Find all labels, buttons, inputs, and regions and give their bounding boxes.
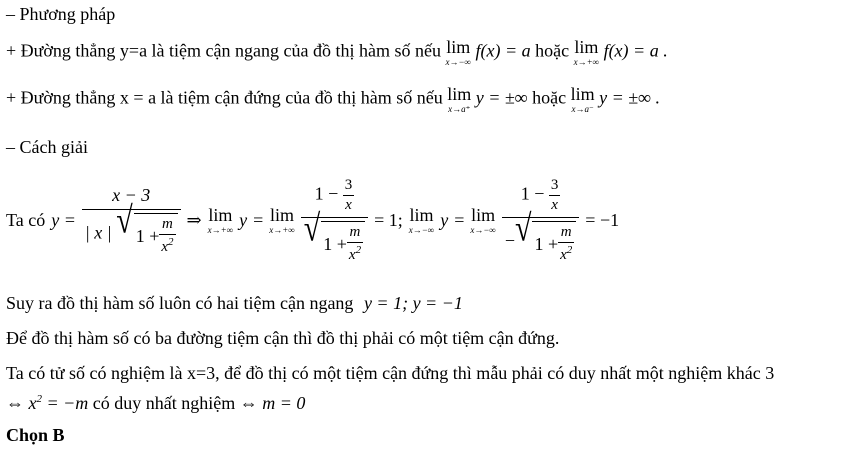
function-fraction (82, 185, 181, 256)
rule-vertical-asymptote (6, 85, 660, 114)
limit-denominator: √ 1 + $\frac{m}{x^2}$ (301, 217, 368, 264)
lim-word: lim (574, 37, 599, 57)
method-heading: – Phương pháp (6, 4, 116, 24)
equals: = (454, 210, 465, 230)
y-var: y (440, 210, 449, 230)
y-var: y (239, 210, 248, 230)
rule2-expr-2: y = ±∞ . (599, 87, 660, 108)
lim-subscript: x→a⁻ (571, 104, 594, 114)
m-var: m (349, 224, 361, 240)
rule2-expr-1: y = ±∞ (475, 87, 528, 108)
unique-root-text: có duy nhất nghiệm (92, 393, 236, 413)
lim-subscript: x→−∞ (408, 225, 435, 235)
rule2-text: + Đường thẳng x = a là tiệm cận đứng của đồ thị hàm số nếu (6, 87, 443, 108)
limit-fraction-neg (502, 177, 579, 264)
lim-word: lim (471, 205, 496, 225)
rule2-limit-1 (447, 85, 471, 114)
three: 3 (344, 177, 353, 193)
rule1-expr-1: f(x) = a (475, 40, 531, 61)
ta-co-label: Ta có (6, 210, 46, 230)
x-var: x (345, 197, 352, 213)
equals: = (253, 210, 264, 230)
limit-pos-inf (208, 206, 233, 235)
lim-subscript: x→−∞ (470, 225, 496, 235)
limit-neg-inf (409, 206, 434, 235)
limit-pos-inf-2 (269, 206, 294, 235)
rule1-or: hoặc (535, 40, 570, 61)
rule2-limit-2 (571, 85, 595, 114)
solution-heading: – Cách giải (6, 137, 88, 157)
result-1: = 1; (374, 210, 403, 230)
lim-subscript: x→+∞ (269, 225, 295, 235)
x-var: x (161, 239, 169, 255)
numerator-root-note: Ta có tử số có nghiệm là x=3, để đồ thị có một tiệm cận đứng thì mẫu phải có duy nhất một nghiệm khác 3 (6, 363, 775, 383)
one-plus: 1 + (135, 225, 160, 246)
equiv-symbol: ⇔ (239, 393, 258, 413)
limit-neg-inf-2 (470, 206, 495, 235)
sqrt-term: √ 1 + $\frac{m}{x^2}$ (116, 213, 177, 256)
minus-sign: − (504, 230, 515, 251)
lim-word: lim (446, 37, 471, 57)
x-var: x (551, 197, 558, 213)
lim-subscript: x→+∞ (207, 225, 234, 235)
m-var: m (162, 216, 173, 232)
x-var: x (560, 247, 567, 263)
x-var: x (28, 393, 37, 413)
lim-word: lim (570, 84, 595, 104)
fraction-denominator (82, 199, 181, 256)
implies-symbol: ⇒ (186, 210, 202, 230)
rule-horizontal-asymptote (6, 38, 668, 67)
rule1-expr-2: f(x) = a . (603, 40, 668, 61)
rule1-text: + Đường thẳng y=a là tiệm cận ngang của đồ thị hàm số nếu (6, 40, 441, 61)
limit-fraction-pos (301, 177, 368, 264)
lim-word: lim (270, 205, 295, 225)
answer-choice: Chọn B (6, 425, 65, 445)
limit-denominator: − √ 1 + $\frac{m}{x^2}$ (502, 217, 579, 264)
main-equation (6, 168, 619, 273)
lim-subscript: x→+∞ (573, 57, 600, 67)
rule2-or: hoặc (532, 87, 567, 108)
abs-x: | x | (84, 222, 112, 243)
one-minus: 1 − (314, 183, 339, 204)
one-minus: 1 − (520, 183, 545, 204)
rule1-limit-1 (445, 38, 470, 67)
lim-word: lim (208, 205, 233, 225)
suy-ra-text: Suy ra đồ thị hàm số luôn có hai tiệm cận ngang (6, 293, 354, 313)
lim-subscript: x→a⁺ (448, 104, 471, 114)
three: 3 (550, 177, 559, 193)
asymptote-values: y = 1; y = −1 (363, 293, 463, 313)
lim-word: lim (447, 84, 472, 104)
equivalence-line: ⇔ $x^2 = -m$ có duy nhất nghiệm ⇔ m = 0 (6, 393, 306, 413)
x-var: x (348, 247, 356, 263)
eq-minus-m: = −m (46, 393, 89, 413)
lim-subscript: x→−∞ (445, 57, 471, 67)
condition-vertical: Để đồ thị hàm số có ba đường tiệm cận thì đồ thị phải có một tiệm cận đứng. (6, 328, 560, 348)
rule1-limit-2 (574, 38, 599, 67)
one-plus: 1 + (323, 233, 347, 254)
conclusion-horizontal (6, 292, 463, 314)
m-equals-zero: m = 0 (262, 393, 306, 413)
y-equals: y = (51, 210, 76, 230)
m-var: m (560, 224, 572, 240)
lim-word: lim (409, 205, 434, 225)
fraction-numerator: x − 3 (112, 185, 151, 205)
equiv-symbol: ⇔ (6, 393, 24, 413)
one-plus: 1 + (534, 233, 559, 254)
result-2: = −1 (585, 210, 620, 230)
